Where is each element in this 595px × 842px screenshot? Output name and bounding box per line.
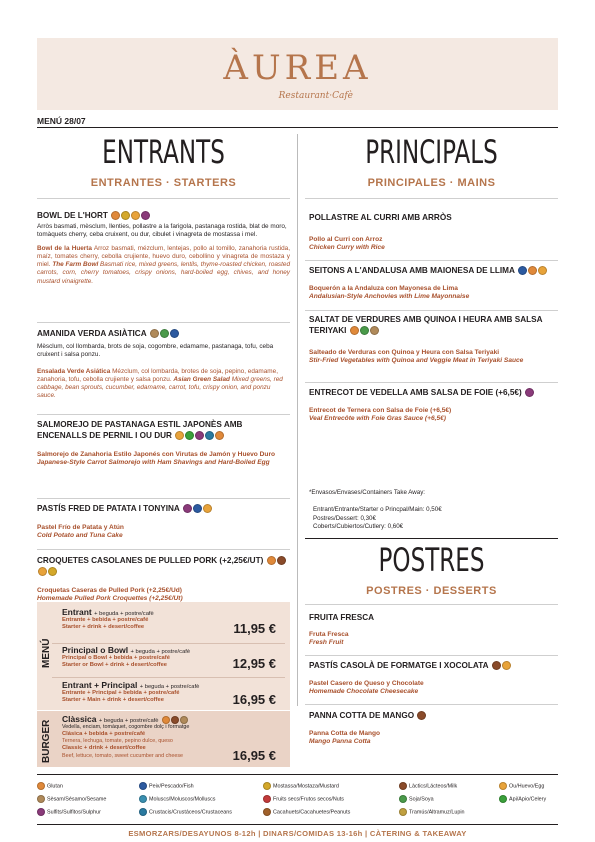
item-name-es: Fruta Fresca: [309, 631, 349, 638]
gluten-icon: [162, 716, 170, 724]
nut-icon: [263, 795, 271, 803]
mustard-icon: [263, 782, 271, 790]
item-name-en: Veal Entrecôte with Foie Gras Sauce (+6,5€): [309, 415, 446, 423]
gluten-icon: [267, 556, 276, 565]
sesame-icon: [150, 329, 159, 338]
fish-icon: [518, 266, 527, 275]
combo-desc-en: Starter + drink + desert/coffee: [62, 624, 145, 631]
takeaway-title: *Envasos/Envases/Containers Take Away:: [309, 489, 426, 496]
restaurant-header: [37, 38, 558, 110]
item-name-es: Bowl de la Huerta: [37, 244, 92, 252]
combo-desc-es: Entrante + bebida + postre/café: [62, 617, 149, 623]
divider: [305, 604, 558, 605]
divider: [305, 198, 558, 199]
combo-desc-en: Starter + Main + drink + desert/coffee: [62, 697, 164, 704]
item-name-en: Chicken Curry with Rice: [309, 244, 385, 252]
divider: [52, 643, 285, 644]
allergen-peanuts: Cacahuets/Cacahuetes/Peanuts: [263, 808, 350, 816]
egg-icon: [131, 211, 140, 220]
combo-desc-es: Entrante + Principal + bebida + postre/café: [62, 690, 180, 696]
item-title: PASTÍS FRED DE PATATA I TONYINA: [37, 504, 180, 513]
item-title: SEITONS A L'ANDALUSA AMB MAIONESA DE LLIMA: [309, 266, 515, 275]
item-name-en: Asian Green Salad: [173, 375, 230, 383]
dessert-panna-cotta: [309, 710, 558, 747]
fish-icon: [170, 329, 179, 338]
item-title: PANNA COTTA DE MANGO: [309, 711, 415, 720]
gluten-icon: [111, 211, 120, 220]
crustacean-icon: [205, 431, 214, 440]
milk-icon: [399, 782, 407, 790]
item-name-es: Pollo al Curri con Arroz: [309, 236, 383, 243]
desserts-subtitle: POSTRES · DESSERTS: [366, 585, 497, 597]
allergen-fish: Peix/Pescado/Fish: [139, 782, 194, 790]
soy-icon: [360, 326, 369, 335]
item-title: ENTRECOT DE VEDELLA AMB SALSA DE FOIE (+6,5€): [309, 388, 522, 397]
sulphite-icon: [37, 808, 45, 816]
allergen-soy: Soja/Soya: [399, 795, 434, 803]
egg-icon: [175, 431, 184, 440]
combo-name-en: Classic + drink + desert/coffee: [62, 745, 146, 752]
takeaway-line: Postres/Dessert: 0,30€: [313, 514, 376, 522]
lupin-icon: [399, 808, 407, 816]
starter-bowl-hort: [37, 210, 290, 286]
sesame-icon: [37, 795, 45, 803]
combo-desc-es: Ternera, lechuga, tomate, pepino dulce, queso: [62, 738, 173, 745]
allergen-gluten: Glutan: [37, 782, 63, 790]
takeaway-line: Coberts/Cubiertos/Cutlery: 0,60€: [313, 522, 404, 530]
egg-icon: [499, 782, 507, 790]
allergen-sulphite: Sulfits/Sulfitos/Sulphur: [37, 808, 101, 816]
milk-icon: [171, 716, 179, 724]
egg-icon: [502, 661, 511, 670]
peanut-icon: [263, 808, 271, 816]
combo-extras: + beguda + postre/cafè: [98, 718, 159, 724]
divider: [37, 414, 290, 415]
item-name-en: Stir-Fried Vegetables with Quinoa and Veggie Meat in Teriyaki Sauce: [309, 357, 524, 365]
item-name-es: Salmorejo de Zanahoria Estilo Japonés con Virutas de Jamón y Huevo Duro: [37, 451, 276, 458]
burger-vertical-label: BURGER: [41, 719, 52, 763]
milk-icon: [417, 711, 426, 720]
combo-price: 12,95 €: [232, 656, 276, 671]
item-name-en: Mango Panna Cotta: [309, 738, 371, 746]
item-title: BOWL DE L'HORT: [37, 211, 108, 220]
main-entrecot: [309, 387, 558, 424]
item-name-es: Pastel Casero de Queso y Chocolate: [309, 680, 424, 687]
divider: [305, 382, 558, 383]
item-desc-en: Mixed greens, red cabbage, bean sprouts, cucumber, edamame, carrot, tofu, crispy onion, and ponzu sauce.: [37, 375, 283, 400]
sulphite-icon: [525, 388, 534, 397]
combo-extras: + beguda + postre/cafè: [130, 649, 191, 655]
allergen-lupin: Tramús/Altramuz/Lupin: [399, 808, 465, 816]
egg-icon: [38, 567, 47, 576]
item-name-en: The Farm Bowl: [52, 261, 99, 269]
item-name-en: Andalusian-Style Anchovies with Lime Mayonnaise: [309, 293, 470, 301]
item-name-es: Boquerón a la Andaluza con Mayonesa de Lima: [309, 285, 458, 292]
dessert-pastis-formatge: [309, 660, 558, 697]
mains-title: PRINCIPALS: [365, 133, 498, 171]
allergen-celery: Api/Apio/Celery: [499, 795, 546, 803]
combo-entrant-principal: [62, 680, 232, 705]
item-name-en: Japanese-Style Carrot Salmorejo with Ham Shavings and Hard-Boiled Egg: [37, 459, 270, 467]
combo-extras: + beguda + postre/cafè: [94, 611, 154, 617]
milk-icon: [277, 556, 286, 565]
allergen-molluscs: Moluscs/Moluscos/Molluscs: [139, 795, 216, 803]
restaurant-logo: ÀUREA: [223, 48, 372, 88]
divider: [305, 310, 558, 311]
main-saltat-verdures: [309, 314, 558, 366]
item-name-en: Homemade Chocolate Cheesecake: [309, 688, 419, 696]
main-seitons: [309, 265, 558, 302]
item-desc-ca: Arròs basmati, mèsclum, llenties, pollastre a la farigola, pastanaga rostida, blat de moro, tomàquets cherry, ceba cruixent, ou dur, cibulet i vinagreta de mostassa i mel.: [37, 223, 287, 239]
mustard-icon: [121, 211, 130, 220]
sulphite-icon: [183, 504, 192, 513]
fish-icon: [193, 504, 202, 513]
gluten-icon: [215, 431, 224, 440]
item-title: SALTAT DE VERDURES AMB QUINOA I HEURA AMB SALSA TERIYAKI: [309, 315, 543, 335]
sulphite-icon: [195, 431, 204, 440]
mustard-icon: [48, 567, 57, 576]
sulphite-icon: [141, 211, 150, 220]
item-name-es: Ensalada Verde Asiática: [37, 367, 111, 375]
sesame-icon: [370, 326, 379, 335]
starter-croquetes: [37, 555, 290, 604]
burger-price: 16,95 €: [232, 748, 276, 763]
column-divider: [297, 134, 298, 706]
fish-icon: [139, 782, 147, 790]
mollusc-icon: [139, 795, 147, 803]
combo-name: Clàssica: [62, 714, 97, 724]
top-divider: [37, 127, 558, 128]
allergen-sesame: Sèsam/Sésamo/Sesame: [37, 795, 106, 803]
sesame-icon: [180, 716, 188, 724]
divider: [37, 549, 290, 550]
allergen-milk: Làctics/Lácteos/Milk: [399, 782, 457, 790]
allergen-mustard: Mostassa/Mostaza/Mustard: [263, 782, 339, 790]
combo-desc-es: Principal o Bowl + bebida + postre/café: [62, 655, 170, 661]
menu-date: MENÚ 28/07: [37, 116, 86, 126]
egg-icon: [538, 266, 547, 275]
item-title: POLLASTRE AL CURRI AMB ARRÒS: [309, 213, 452, 222]
soy-icon: [399, 795, 407, 803]
allergen-nuts: Fruits secs/Frutos secos/Nuts: [263, 795, 344, 803]
item-title: FRUITA FRESCA: [309, 613, 375, 622]
combo-name-es: Clásica + bebida + postre/café: [62, 731, 146, 737]
item-name-en: Homemade Pulled Pork Croquettes (+2,25€/Ut): [37, 595, 183, 603]
divider: [37, 322, 290, 323]
egg-icon: [203, 504, 212, 513]
menu-vertical-label: MENÚ: [41, 638, 52, 668]
gluten-icon: [350, 326, 359, 335]
gluten-icon: [528, 266, 537, 275]
main-pollastre-curri: [309, 212, 558, 253]
combo-desc-en: Starter or Bowl + drink + desert/coffee: [62, 662, 168, 669]
divider: [305, 704, 558, 705]
starter-salmorejo: [37, 419, 290, 468]
divider: [305, 538, 558, 539]
item-title: CROQUETES CASOLANES DE PULLED PORK (+2,25€/UT): [37, 556, 264, 565]
divider: [305, 260, 558, 261]
combo-desc-ca: Vedella, enciam, tomàquet, cogombre dolç i formatge: [62, 724, 190, 730]
item-name-es: Entrecot de Ternera con Salsa de Foie (+6,5€): [309, 407, 452, 414]
item-desc-es: Mézclum, col lombarda, brotes de soja, pepino, edamame, zanahoria, tofu, cebolla crujiente y salsa ponzu.: [37, 367, 278, 383]
crustacean-icon: [139, 808, 147, 816]
footer-hours: ESMORZARS/DESAYUNOS 8-12h | DINARS/COMIDAS 13-16h | CÀTERING & TAKEAWAY: [128, 829, 467, 838]
soy-icon: [160, 329, 169, 338]
divider: [37, 498, 290, 499]
celery-icon: [499, 795, 507, 803]
item-name-es: Pastel Frío de Patata y Atún: [37, 524, 124, 531]
combo-price: 16,95 €: [232, 692, 276, 707]
mains-subtitle: PRINCIPALES · MAINS: [367, 177, 496, 189]
item-desc-ca: Mèsclum, col llombarda, brots de soja, cogombre, edamame, pastanaga, tofu, ceba cruixent i salsa ponzu.: [37, 343, 274, 359]
restaurant-logo-subtitle: Restaurant·Cafè: [278, 91, 353, 101]
item-name-es: Panna Cotta de Mango: [309, 730, 381, 737]
item-name-es: Salteado de Verduras con Quinoa y Heura con Salsa Teriyaki: [309, 349, 500, 356]
item-name-en: Cold Potato and Tuna Cake: [37, 532, 123, 540]
combo-burger-classica: [62, 714, 232, 760]
desserts-title: POSTRES: [378, 541, 485, 579]
celery-icon: [185, 431, 194, 440]
combo-extras: + beguda + postre/cafè: [139, 684, 200, 690]
starters-title: ENTRANTS: [102, 133, 225, 171]
item-desc-en: Basmati rice, mixed greens, lentils, thyme-roasted chicken, roasted carrots, corn, cherry tomatoes, crispy onions, hard-boiled egg, chives, and honey mustard vinaigrette.: [37, 261, 291, 285]
combo-price: 11,95 €: [233, 621, 276, 636]
starter-amanida-asiatica: [37, 328, 290, 401]
divider: [305, 655, 558, 656]
combo-desc-en: Beef, lettuce, tomato, sweet cucumber and cheese: [62, 752, 184, 759]
combo-name: Principal o Bowl: [62, 645, 129, 655]
combo-name: Entrant: [62, 607, 92, 617]
combo-name: Entrant + Principal: [62, 680, 138, 690]
allergen-egg: Ou/Huevo/Egg: [499, 782, 544, 790]
starter-pastis-patata: [37, 503, 290, 541]
takeaway-line: Entrant/Entrante/Starter o Princpal/Main: 0,50€: [313, 506, 442, 514]
allergen-crustaceans: Crustacis/Crustáceos/Crustaceans: [139, 808, 232, 816]
dessert-fruita: [309, 612, 558, 648]
item-title: PASTÍS CASOLÀ DE FORMATGE I XOCOLATA: [309, 661, 489, 670]
item-name-es: Croquetas Caseras de Pulled Pork (+2,25€/Ud): [37, 587, 182, 594]
milk-icon: [492, 661, 501, 670]
footer-rule: [37, 824, 558, 825]
allergen-legend: [37, 778, 558, 822]
divider: [37, 198, 290, 199]
item-title: SALMOREJO DE PASTANAGA ESTIL JAPONÈS AMB ENCENALLS DE PERNIL I OU DUR: [37, 420, 243, 440]
combo-principal: [62, 645, 222, 670]
divider: [52, 677, 285, 678]
allergens-top-rule: [37, 774, 558, 775]
takeaway-info: [309, 489, 442, 531]
item-title: AMANIDA VERDA ASIÀTICA: [37, 329, 147, 338]
gluten-icon: [37, 782, 45, 790]
combo-entrant: [62, 607, 222, 632]
item-desc-es: Arroz basmati, mézclum, lentejas, pollo al tomillo, zanahoria rustida, maíz, tomates cherry, cebolla crujiente, huevo duro, cebollino y vinagreta de mostaza y miel.: [37, 244, 290, 269]
starters-subtitle: ENTRANTES · STARTERS: [90, 177, 237, 189]
item-name-en: Fresh Fruit: [309, 639, 344, 647]
